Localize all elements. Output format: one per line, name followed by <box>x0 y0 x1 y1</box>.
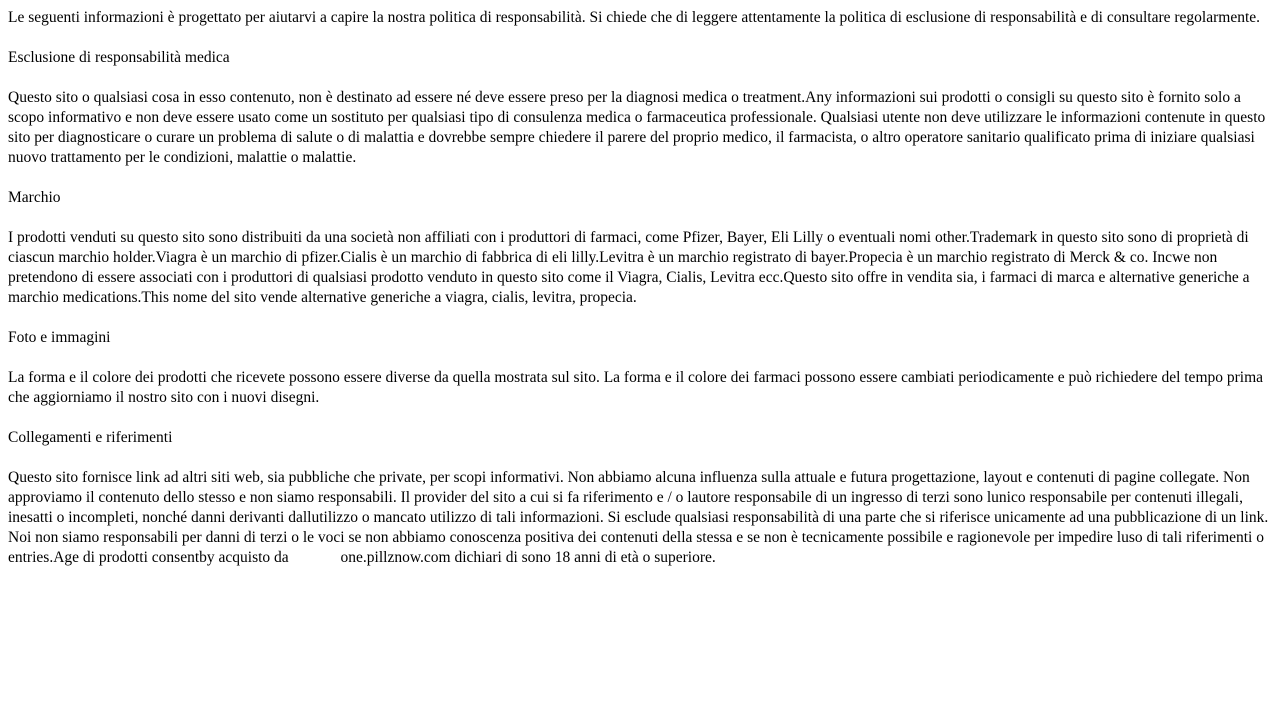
trademark-body: I prodotti venduti su questo sito sono distribuiti da una società non affiliati con i produttori di farmaci, come Pfizer, Bayer, Eli Lilly o eventuali nomi other.Trademark in questo sito sono di proprietà di ciascun marchio holder.Viagra è un marchio di pfizer.Cialis è un marchio di fabbrica di eli lilly.Levitra è un marchio registrato di bayer.Propecia è un marchio registrato di Merck & co. Incwe non pretendono di essere associati con i produttori di qualsiasi prodotto venduto in questo sito come il Viagra, Cialis, Levitra ecc.Questo sito offre in vendita sia, i farmaci di marca e alternative generiche a marchio medications.This nome del sito vende alternative generiche a viagra, cialis, levitra, propecia. <box>8 229 1250 306</box>
links-body <box>8 468 1274 568</box>
medical-disclaimer-heading: Esclusione di responsabilità medica <box>8 49 230 66</box>
disclaimer-page <box>8 8 1274 588</box>
trademark-heading: Marchio <box>8 189 61 206</box>
photos-body: La forma e il colore dei prodotti che ricevete possono essere diverse da quella mostrata sul sito. La forma e il colore dei farmaci possono essere cambiati periodicamente e può richiedere del tempo prima che aggiorniamo il nostro sito con i nuovi disegni. <box>8 369 1264 406</box>
photos-heading: Foto e immagini <box>8 329 111 346</box>
medical-disclaimer-body: Questo sito o qualsiasi cosa in esso contenuto, non è destinato ad essere né deve essere preso per la diagnosi medica o treatment.Any informazioni sui prodotti o consigli su questo sito è fornito solo a scopo informativo e non deve essere usato come un sostituto per qualsiasi tipo di consulenza medica o farmaceutica professionale. Qualsiasi utente non deve utilizzare le informazioni contenute in questo sito per diagnosticare o curare un problema di salute o di malattia e dovrebbe sempre chiedere il parere del proprio medico, il farmacista, o altro operatore sanitario qualificato prima di iniziare qualsiasi nuovo trattamento per le condizioni, malattie o malattie. <box>8 89 1266 166</box>
intro-paragraph: Le seguenti informazioni è progettato per aiutarvi a capire la nostra politica di responsabilità. Si chiede che di leggere attentamente la politica di esclusione di responsabilità e di consultare regolarmente. <box>8 9 1261 26</box>
links-heading: Collegamenti e riferimenti <box>8 429 173 446</box>
links-body-end: dichiari di sono 18 anni di età o superiore. <box>454 549 716 566</box>
site-link[interactable]: one.pillznow.com <box>340 549 451 566</box>
links-body-text: Questo sito fornisce link ad altri siti web, sia pubbliche che private, per scopi informativi. Non abbiamo alcuna influenza sulla attuale e futura progettazione, layout e contenuti di pagine collegate. Non approviamo il contenuto dello stesso e non siamo responsabili. Il provider del sito a cui si fa riferimento e / o lautore responsabile di un ingresso di terzi sono lunico responsabile per contenuti illegali, inesatti o incompleti, nonché danni derivanti dallutilizzo o mancato utilizzo di tali informazioni. Si esclude qualsiasi responsabilità di una parte che si riferisce unicamente ad una pubblicazione di un link. Noi non siamo responsabili per danni di terzi o le voci se non abbiamo conoscenza positiva dei contenuti della stessa e se non è tecnicamente possibile e ragionevole per impedire luso di tali riferimenti o entries.Age di prodotti consentby acquisto da <box>8 469 1269 566</box>
